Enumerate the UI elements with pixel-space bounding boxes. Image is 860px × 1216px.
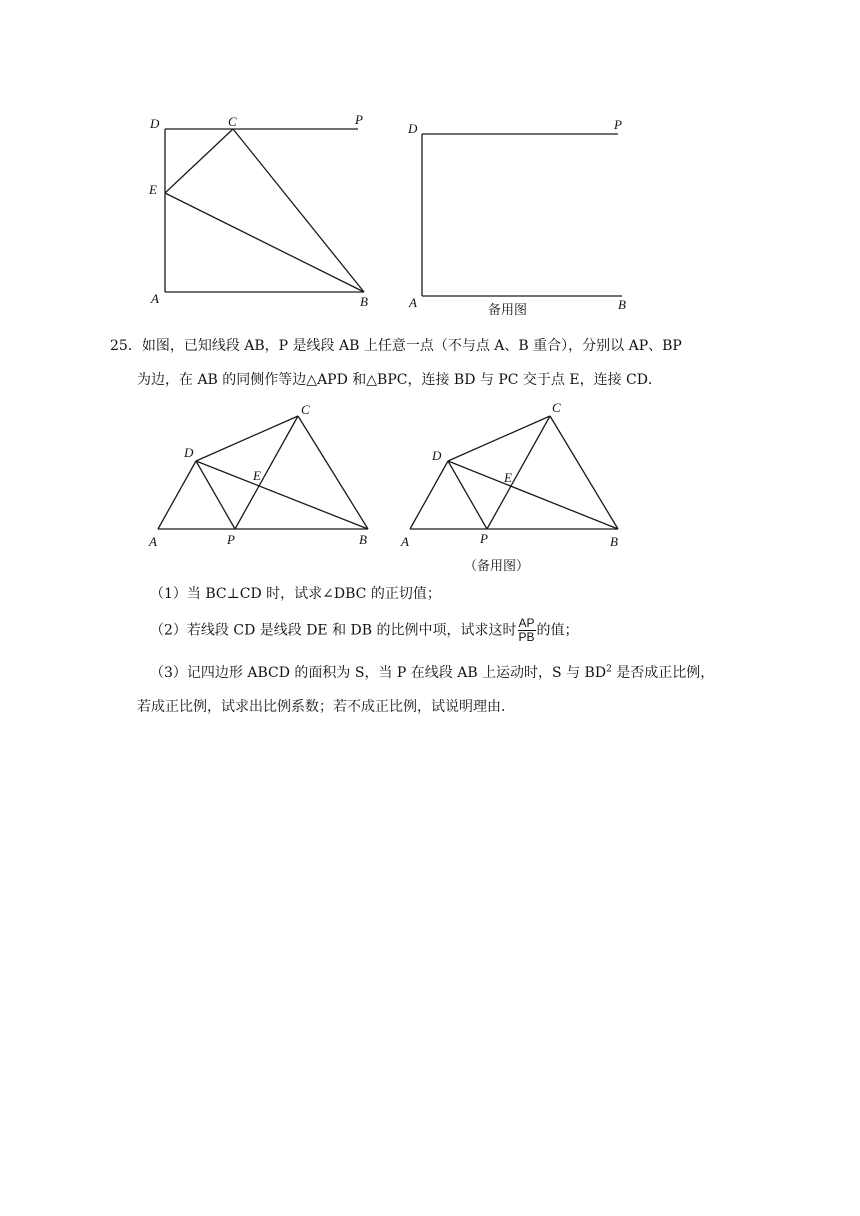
label-P: P [355,112,363,127]
label-B: B [360,294,368,308]
label-P: P [614,117,622,132]
figure-lines [165,129,364,292]
superscript-2: 2 [606,664,612,675]
figure-top-left [140,108,380,308]
label-C: C [552,400,561,415]
label-P: P [480,531,488,546]
figure-lines [410,416,618,529]
label-B: B [359,532,367,547]
label-D: D [150,116,160,131]
label-A: A [149,534,157,549]
label-B: B [618,297,626,312]
label-D: D [408,121,418,136]
label-A: A [409,295,417,310]
question-3-tail: 是否成正比例， [611,665,715,681]
label-C: C [228,114,237,129]
figure-mid-left [140,396,390,556]
question-2-tail: 的值； [536,622,579,639]
fraction-denominator: PB [518,630,535,644]
label-D: D [432,448,442,463]
label-C: C [301,402,310,417]
label-D: D [184,445,194,460]
label-E: E [504,470,512,485]
question-3-text: （3）记四边形 ABCD 的面积为 S，当 P 在线段 AB 上运动时，S 与 BD [150,665,607,681]
question-3-line-1 [150,663,714,683]
label-A: A [151,291,159,306]
label-P: P [227,532,235,547]
label-E: E [253,468,261,483]
figure-lines [422,134,622,296]
question-3-line-2: 若成正比例，试求出比例系数；若不成正比例，试说明理由． [137,699,515,715]
figure-caption: （备用图） [464,559,530,574]
figure-caption: 备用图 [488,303,528,318]
figure-mid-right [392,394,642,578]
label-B: B [610,534,618,549]
fraction-numerator: AP [518,616,535,630]
question-2-text: （2）若线段 CD 是线段 DE 和 DB 的比例中项，试求这时 [150,622,517,639]
label-A: A [401,534,409,549]
question-1: （1）当 BC⊥CD 时，试求∠DBC 的正切值； [150,586,441,602]
ratio-fraction [518,617,536,644]
problem-stem-line-2: 为边，在 AB 的同侧作等边△APD 和△BPC，连接 BD 与 PC 交于点 E，连接 CD． [137,372,662,388]
problem-stem-line-1 [110,336,682,356]
problem-number: 25． [110,338,142,354]
label-E: E [149,182,157,197]
question-2 [150,617,579,644]
figure-top-right [400,108,640,318]
problem-stem-1: 如图，已知线段 AB，P 是线段 AB 上任意一点（不与点 A、B 重合），分别以 AP、BP [141,338,682,354]
figure-lines [158,416,368,529]
